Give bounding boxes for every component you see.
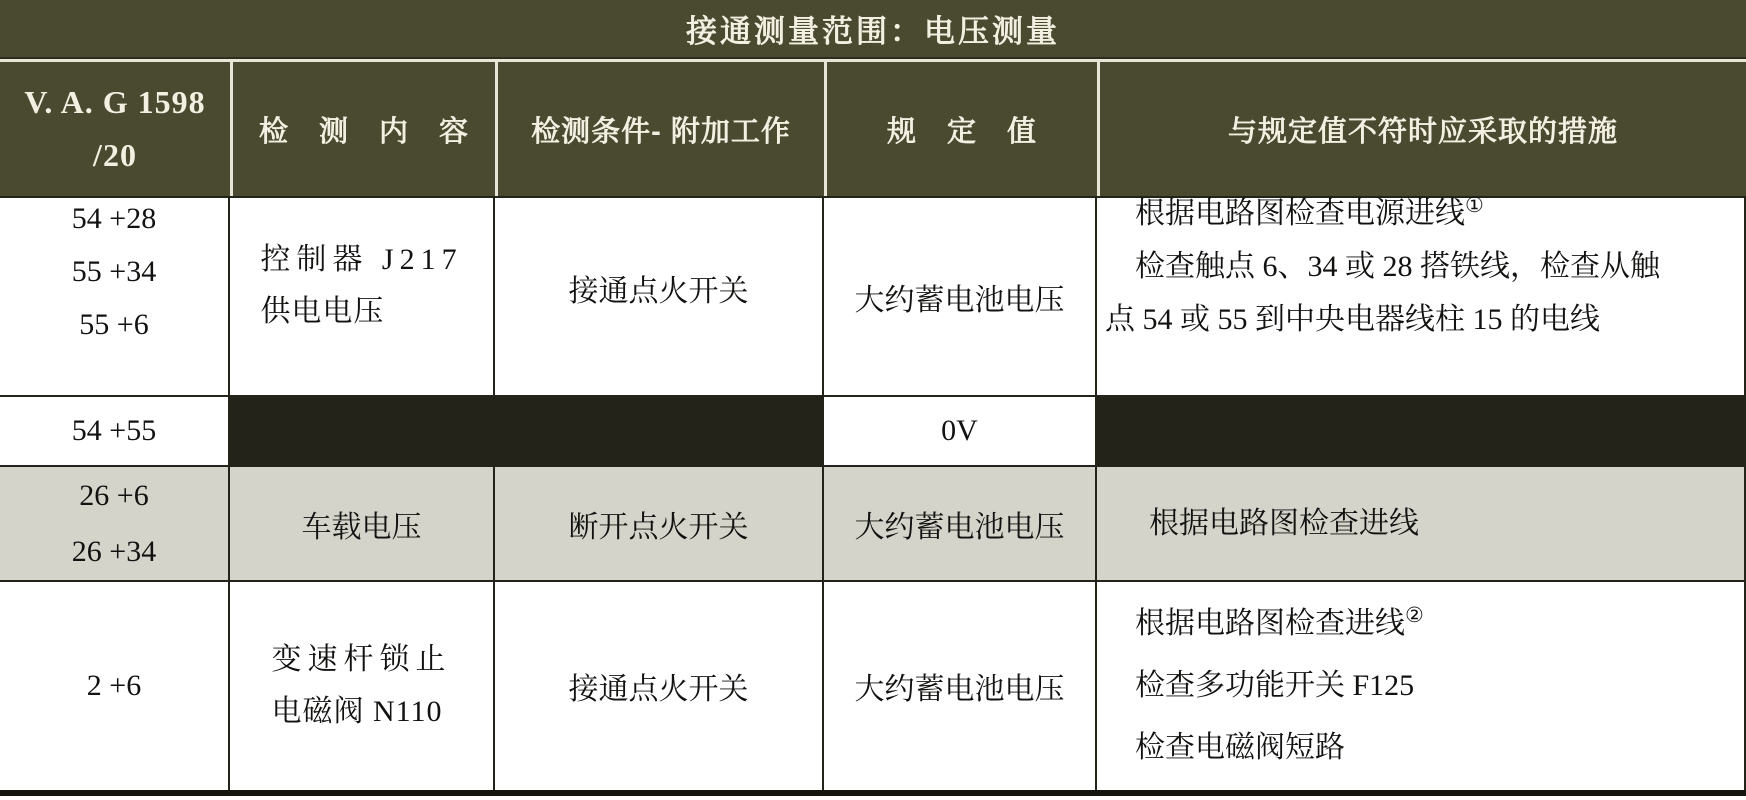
row3-condition: 接通点火开关 xyxy=(495,582,822,790)
row1-pins-a xyxy=(0,198,228,395)
row3-content xyxy=(230,582,493,790)
row2-pin-line2: 26 +34 xyxy=(71,534,157,568)
row2-spec: 大约蓄电池电压 xyxy=(824,467,1095,580)
header-device-line1: V. A. G 1598 xyxy=(24,84,206,121)
header-device-line2: /20 xyxy=(93,137,137,173)
footnote-2-mark: ② xyxy=(1405,603,1424,627)
row1-measures-line2: 检查触点 6、34 或 28 搭铁线，检查从触 xyxy=(1135,250,1660,283)
header-condition: 检测条件- 附加工作 xyxy=(495,62,824,196)
row1-pin-line2: 55 +34 xyxy=(71,255,157,288)
row2-condition: 断开点火开关 xyxy=(495,467,822,580)
header-device xyxy=(0,62,230,196)
header-spec: 规 定 值 xyxy=(824,62,1097,196)
row3-content-line2: 电磁阀 N110 xyxy=(271,695,443,728)
row2-pin-line1: 26 +6 xyxy=(79,478,149,512)
header-measures: 与规定值不符时应采取的措施 xyxy=(1097,62,1746,196)
row1-measures-line1: 根据电路图检查电源进线① xyxy=(1135,193,1484,230)
table-title-bar xyxy=(0,0,1746,59)
table-title: 接通测量范围：电压测量 xyxy=(686,14,1060,49)
header-content: 检 测 内 容 xyxy=(230,62,495,196)
row1-pin-line3: 55 +6 xyxy=(79,308,149,341)
row1-pins-b: 54 +55 xyxy=(0,397,228,465)
row1-measures xyxy=(1097,193,1744,395)
row1-measures-line3: 点 54 或 55 到中央电器线柱 15 的电线 xyxy=(1105,303,1600,336)
table-header-row xyxy=(0,59,1746,198)
row2-content: 车载电压 xyxy=(230,467,493,580)
table-body xyxy=(0,193,1746,790)
row1-spec-a: 大约蓄电池电压 xyxy=(824,198,1095,395)
row1-content-line1: 控制器 J217 xyxy=(260,242,463,276)
row3-pins: 2 +6 xyxy=(0,582,228,790)
row3-measures xyxy=(1097,582,1744,790)
row1-condition: 接通点火开关 xyxy=(495,198,822,395)
row3-measures-line2: 检查多功能开关 F125 xyxy=(1135,669,1415,702)
row2-measures-line1: 根据电路图检查进线 xyxy=(1149,507,1419,540)
row2-measures xyxy=(1097,467,1744,580)
footnote-1-mark: ① xyxy=(1465,193,1484,217)
bottom-rule xyxy=(0,790,1746,796)
row3-measures-line1: 根据电路图检查进线② xyxy=(1135,603,1424,640)
row2-pins xyxy=(0,467,228,580)
row3-measures-line3: 检查电磁阀短路 xyxy=(1135,731,1345,764)
row3-content-line1: 变速杆锁止 xyxy=(271,643,452,676)
row1-content-line2: 供电电压 xyxy=(260,294,385,328)
row1-content xyxy=(230,198,493,395)
row3-spec: 大约蓄电池电压 xyxy=(824,582,1095,790)
row1-spec-b: 0V xyxy=(824,397,1095,465)
row1-pin-line1: 54 +28 xyxy=(71,202,157,235)
